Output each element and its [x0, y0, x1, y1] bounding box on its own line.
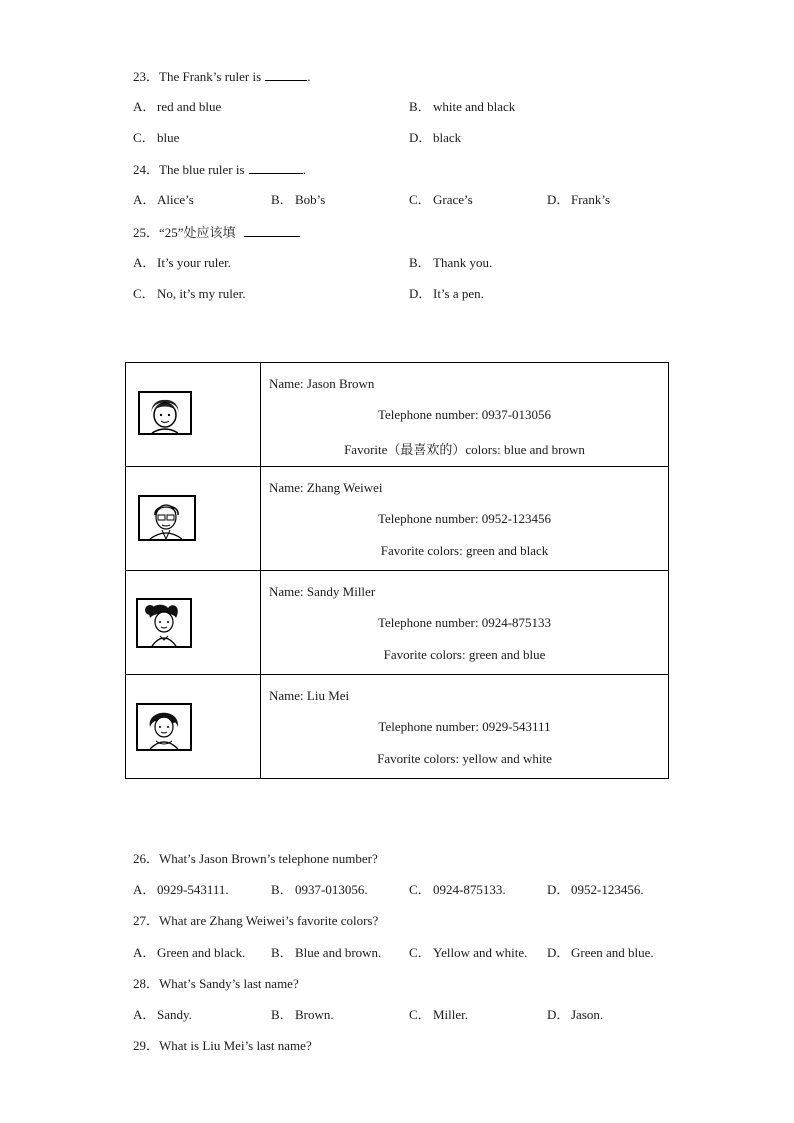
- info-table: [125, 362, 669, 779]
- question-stem: 27．What are Zhang Weiwei’s favorite colors?: [133, 913, 379, 928]
- option-letter: B．: [409, 99, 431, 114]
- option-c[interactable]: [409, 192, 473, 208]
- person-name: Name: Zhang Weiwei: [269, 480, 383, 495]
- question-24: [133, 161, 306, 178]
- option-text: It’s your ruler.: [157, 255, 232, 270]
- option-text: Sandy.: [157, 1007, 192, 1022]
- option-text: 0952-123456.: [571, 882, 644, 897]
- option-text: Bob’s: [295, 192, 326, 207]
- telephone-number: Telephone number: 0924-875133: [377, 615, 552, 630]
- option-d[interactable]: [409, 130, 461, 146]
- question-stem: 28．What’s Sandy’s last name?: [133, 976, 299, 991]
- portrait-cell: [126, 675, 261, 779]
- question-stem: 25．“25”处应该填: [133, 225, 236, 240]
- option-c[interactable]: [133, 286, 245, 302]
- option-a[interactable]: [133, 882, 229, 898]
- option-d[interactable]: [547, 945, 654, 961]
- option-b[interactable]: [409, 255, 492, 271]
- option-letter: D．: [547, 192, 570, 207]
- question-end: .: [307, 69, 311, 84]
- option-letter: C．: [133, 130, 155, 145]
- option-text: red and blue: [157, 99, 222, 114]
- option-a[interactable]: [133, 255, 231, 271]
- table-row: [126, 675, 669, 779]
- info-cell: [261, 467, 669, 571]
- question-28: [133, 976, 299, 992]
- option-b[interactable]: [271, 882, 368, 898]
- option-letter: A．: [133, 882, 156, 897]
- portrait-cell: [126, 571, 261, 675]
- option-b[interactable]: [409, 99, 515, 115]
- option-letter: D．: [409, 130, 432, 145]
- portrait-cell: [126, 363, 261, 467]
- person-name: Name: Liu Mei: [269, 688, 350, 703]
- option-letter: C．: [409, 192, 431, 207]
- option-b[interactable]: [271, 192, 325, 208]
- telephone-number: Telephone number: 0952-123456: [377, 511, 552, 526]
- option-text: Green and blue.: [571, 945, 654, 960]
- option-d[interactable]: [547, 882, 644, 898]
- answer-blank: [249, 161, 303, 174]
- telephone-number: Telephone number: 0929-543111: [378, 719, 551, 734]
- option-text: No, it’s my ruler.: [157, 286, 246, 301]
- question-27: [133, 913, 378, 929]
- favorite-colors: Favorite colors: yellow and white: [377, 751, 552, 766]
- portrait-cell: [126, 467, 261, 571]
- option-c[interactable]: [409, 882, 506, 898]
- answer-blank: [265, 68, 307, 81]
- option-text: Blue and brown.: [295, 945, 382, 960]
- telephone-number: Telephone number: 0937-013056: [377, 407, 552, 422]
- person-name: Name: Sandy Miller: [269, 584, 376, 599]
- question-stem: 29．What is Liu Mei’s last name?: [133, 1038, 312, 1053]
- option-letter: B．: [409, 255, 431, 270]
- option-b[interactable]: [271, 945, 381, 961]
- option-text: Frank’s: [571, 192, 610, 207]
- option-letter: C．: [409, 882, 431, 897]
- question-26: [133, 851, 378, 867]
- option-text: Green and black.: [157, 945, 246, 960]
- option-letter: A．: [133, 192, 156, 207]
- option-letter: C．: [409, 945, 431, 960]
- option-text: Miller.: [433, 1007, 469, 1022]
- option-letter: B．: [271, 192, 293, 207]
- option-letter: A．: [133, 255, 156, 270]
- option-d[interactable]: [409, 286, 484, 302]
- option-letter: C．: [133, 286, 155, 301]
- question-stem: 26．What’s Jason Brown’s telephone number?: [133, 851, 378, 866]
- answer-blank: [244, 224, 300, 237]
- table-row: [126, 363, 669, 467]
- option-b[interactable]: [271, 1007, 334, 1023]
- option-a[interactable]: [133, 945, 245, 961]
- favorite-colors: Favorite colors: green and blue: [383, 647, 546, 662]
- person-name: Name: Jason Brown: [269, 376, 375, 391]
- option-text: black: [433, 130, 462, 145]
- option-c[interactable]: [409, 1007, 468, 1023]
- table-row: [126, 571, 669, 675]
- girl-portrait-icon: [136, 703, 192, 751]
- option-a[interactable]: [133, 192, 194, 208]
- option-text: Thank you.: [433, 255, 493, 270]
- option-letter: B．: [271, 1007, 293, 1022]
- option-text: It’s a pen.: [433, 286, 484, 301]
- option-text: blue: [157, 130, 180, 145]
- option-d[interactable]: [547, 1007, 603, 1023]
- option-d[interactable]: [547, 192, 610, 208]
- option-text: white and black: [433, 99, 516, 114]
- question-23: [133, 68, 310, 85]
- option-letter: D．: [547, 945, 570, 960]
- info-cell: [261, 675, 669, 779]
- option-text: 0929-543111.: [157, 882, 229, 897]
- info-cell: [261, 363, 669, 467]
- option-c[interactable]: [133, 130, 179, 146]
- option-letter: D．: [547, 882, 570, 897]
- option-letter: A．: [133, 1007, 156, 1022]
- option-letter: B．: [271, 945, 293, 960]
- question-29: [133, 1038, 312, 1054]
- option-text: Yellow and white.: [433, 945, 528, 960]
- option-letter: A．: [133, 99, 156, 114]
- man-portrait-icon: [138, 495, 196, 541]
- question-25: [133, 224, 300, 241]
- option-text: Grace’s: [433, 192, 473, 207]
- option-letter: A．: [133, 945, 156, 960]
- question-stem: 23．The Frank’s ruler is: [133, 69, 262, 84]
- option-letter: D．: [547, 1007, 570, 1022]
- option-text: 0924-875133.: [433, 882, 506, 897]
- option-letter: D．: [409, 286, 432, 301]
- option-text: Alice’s: [157, 192, 194, 207]
- option-c[interactable]: [409, 945, 527, 961]
- option-text: Brown.: [295, 1007, 334, 1022]
- question-stem: 24．The blue ruler is: [133, 162, 245, 177]
- option-letter: B．: [271, 882, 293, 897]
- option-text: 0937-013056.: [295, 882, 368, 897]
- table-row: [126, 467, 669, 571]
- info-cell: [261, 571, 669, 675]
- option-text: Jason.: [571, 1007, 604, 1022]
- favorite-colors: Favorite colors: green and black: [380, 543, 549, 558]
- option-a[interactable]: [133, 1007, 192, 1023]
- question-end: .: [302, 162, 306, 177]
- option-a[interactable]: [133, 99, 221, 115]
- favorite-colors: Favorite（最喜欢的）colors: blue and brown: [344, 442, 585, 457]
- boy-portrait-icon: [138, 391, 192, 435]
- girl-portrait-icon: [136, 598, 192, 648]
- option-letter: C．: [409, 1007, 431, 1022]
